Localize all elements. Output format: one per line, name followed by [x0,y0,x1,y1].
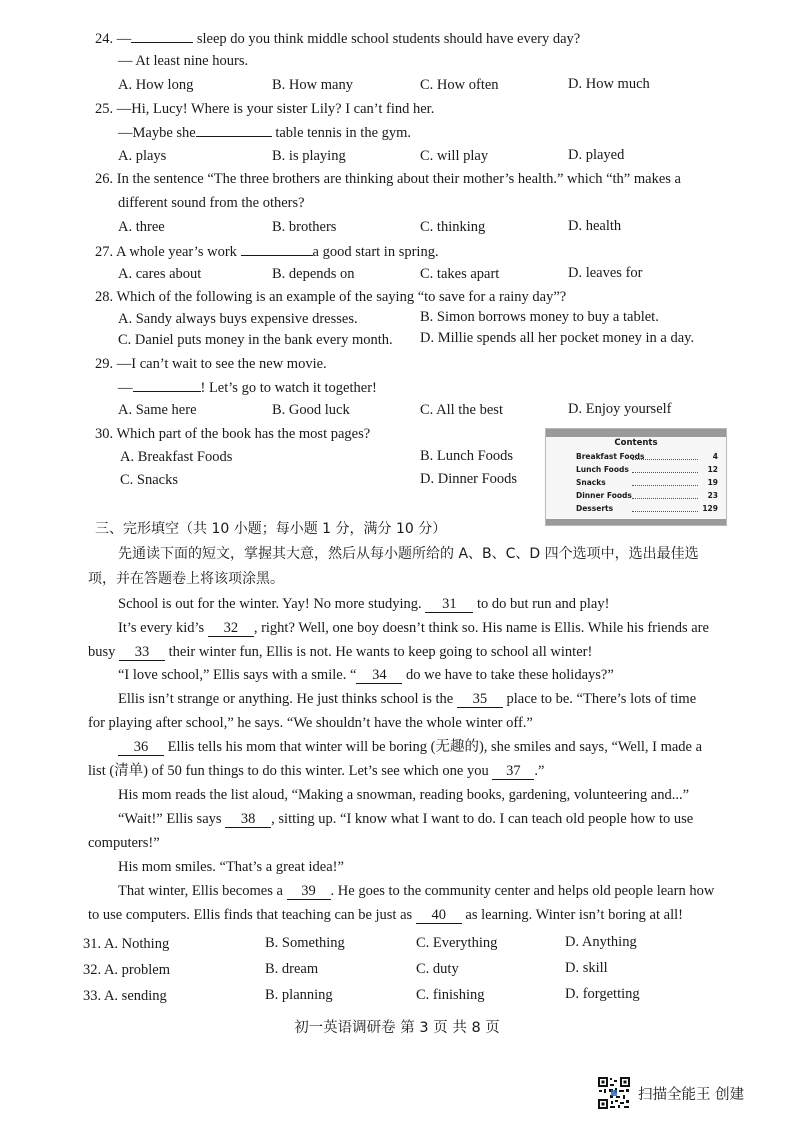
cloze-blank-35: 35 [457,691,503,708]
q30-option-c: C. Snacks [120,472,178,488]
q30-option-d: D. Dinner Foods [420,471,518,487]
q33-option-a: 33. A. sending [83,988,167,1004]
q31-option-c: C. Everything [416,935,498,951]
q29-option-a: A. Same here [118,402,197,418]
qr-code-icon [597,1076,631,1110]
cloze-blank-32: 32 [208,620,254,637]
q26-stem-cont: different sound from the others? [118,195,305,211]
q25-option-a: A. plays [118,148,167,164]
cloze-blank-39: 39 [287,883,331,900]
q30-option-b: B. Lunch Foods [420,448,514,464]
passage-line: “I love school,” Ellis says with a smile. “ 34 do we have to take these holidays?” [118,667,614,683]
q26-option-a: A. three [118,219,165,235]
q27-option-b: B. depends on [272,266,355,282]
book-contents-image: Contents Breakfast Foods 4 Lunch Foods 12 Snacks 19 Dinner Foods 23 Desserts 129 [545,428,727,526]
q32-option-b: B. dream [265,961,319,977]
q30-option-a: A. Breakfast Foods [120,449,233,465]
contents-title: Contents [614,438,658,448]
q24-stem: 24. — sleep do you think middle school students should have every day? [95,28,580,49]
q24-option-d: D. How much [568,76,650,92]
passage-line: His mom smiles. “That’s a great idea!” [118,859,344,875]
passage-line: It’s every kid’s 32 , right? Well, one boy doesn’t think so. His name is Ellis. While his friends are [118,620,709,636]
answer-blank [133,377,201,392]
q25-stem: 25. —Hi, Lucy! Where is your sister Lily? I can’t find her. [95,101,435,117]
q28-option-d: D. Millie spends all her pocket money in a day. [420,330,695,346]
q26-option-c: C. thinking [420,219,486,235]
q31-option-b: B. Something [265,935,345,951]
q33-option-b: B. planning [265,987,333,1003]
contents-bottom-bar [546,519,726,525]
q33-option-c: C. finishing [416,987,485,1003]
cloze-blank-33: 33 [119,644,165,661]
q32-option-a: 32. A. problem [83,962,170,978]
section-instructions: 先通读下面的短文，掌握其大意，然后从每小题所给的 A、B、C、D 四个选项中，选出最佳选 [118,546,699,562]
passage-line: School is out for the winter. Yay! No more studying. 31 to do but run and play! [118,596,610,612]
answer-blank [196,122,272,137]
cloze-blank-34: 34 [356,667,402,684]
q28-option-b: B. Simon borrows money to buy a tablet. [420,309,659,325]
q27-stem: 27. A whole year’s work a good start in spring. [95,241,439,262]
passage-line: “Wait!” Ellis says 38 , sitting up. “I know what I want to do. I can teach old people how to use [118,811,694,827]
cloze-blank-37: 37 [492,763,534,780]
q28-option-c: C. Daniel puts money in the bank every month. [118,332,393,348]
q24-reply: — At least nine hours. [118,53,249,69]
passage-line: computers!” [88,835,160,851]
q24-option-b: B. How many [272,77,353,93]
q27-option-a: A. cares about [118,266,202,282]
q31-option-d: D. Anything [565,934,637,950]
q24-option-c: C. How often [420,77,499,93]
contents-top-bar [546,429,726,437]
passage-line: That winter, Ellis becomes a 39 . He goes to the community center and helps old people learn how [118,883,715,899]
answer-blank [131,28,193,43]
q28-option-a: A. Sandy always buys expensive dresses. [118,311,358,327]
q29-option-c: C. All the best [420,402,503,418]
q29-reply: — ! Let’s go to watch it together! [118,377,377,398]
q26-option-b: B. brothers [272,219,337,235]
q29-stem: 29. —I can’t wait to see the new movie. [95,356,327,372]
passage-line: 36 Ellis tells his mom that winter will be boring (无趣的), she smiles and says, “Well, I made a [118,737,702,757]
answer-blank [241,241,313,256]
cloze-blank-36: 36 [118,739,164,756]
q24-option-a: A. How long [118,77,194,93]
passage-line: for playing after school,” he says. “We shouldn’t have the whole winter off.” [88,715,533,731]
passage-line: to use computers. Ellis finds that teaching can be just as 40 as learning. Winter isn’t boring at all! [88,907,683,923]
cloze-blank-38: 38 [225,811,271,828]
section-instructions-cont: 项，并在答题卷上将该项涂黑。 [88,571,284,587]
q26-stem: 26. In the sentence “The three brothers are thinking about their mother’s health.” which “th” makes a [95,171,681,187]
passage-line: busy 33 their winter fun, Ellis is not. He wants to keep going to school all winter! [88,644,593,660]
q27-option-c: C. takes apart [420,266,500,282]
q25-option-c: C. will play [420,148,489,164]
q25-reply: —Maybe she table tennis in the gym. [118,122,411,143]
scanner-watermark: 扫描全能王 创建 [638,1087,745,1103]
q32-option-c: C. duty [416,961,459,977]
q27-option-d: D. leaves for [568,265,643,281]
q32-option-d: D. skill [565,960,608,976]
page-footer: 初一英语调研卷 第 3 页 共 8 页 [294,1020,500,1036]
q28-stem: 28. Which of the following is an example of the saying “to save for a rainy day”? [95,289,567,305]
q31-option-a: 31. A. Nothing [83,936,170,952]
q26-option-d: D. health [568,218,622,234]
section-heading: 三、完形填空（共 10 小题；每小题 1 分，满分 10 分） [95,521,447,537]
q29-option-b: B. Good luck [272,402,350,418]
passage-line: Ellis isn’t strange or anything. He just thinks school is the 35 place to be. “There’s lots of time [118,691,697,707]
cloze-blank-40: 40 [416,907,462,924]
q30-stem: 30. Which part of the book has the most pages? [95,426,371,442]
q25-option-d: D. played [568,147,625,163]
passage-line: list (清单) of 50 fun things to do this winter. Let’s see which one you 37 .” [88,763,545,779]
q25-option-b: B. is playing [272,148,346,164]
q29-option-d: D. Enjoy yourself [568,401,672,417]
passage-line: His mom reads the list aloud, “Making a snowman, reading books, gardening, volunteering and...” [118,787,690,803]
cloze-blank-31: 31 [425,596,473,613]
q33-option-d: D. forgetting [565,986,640,1002]
